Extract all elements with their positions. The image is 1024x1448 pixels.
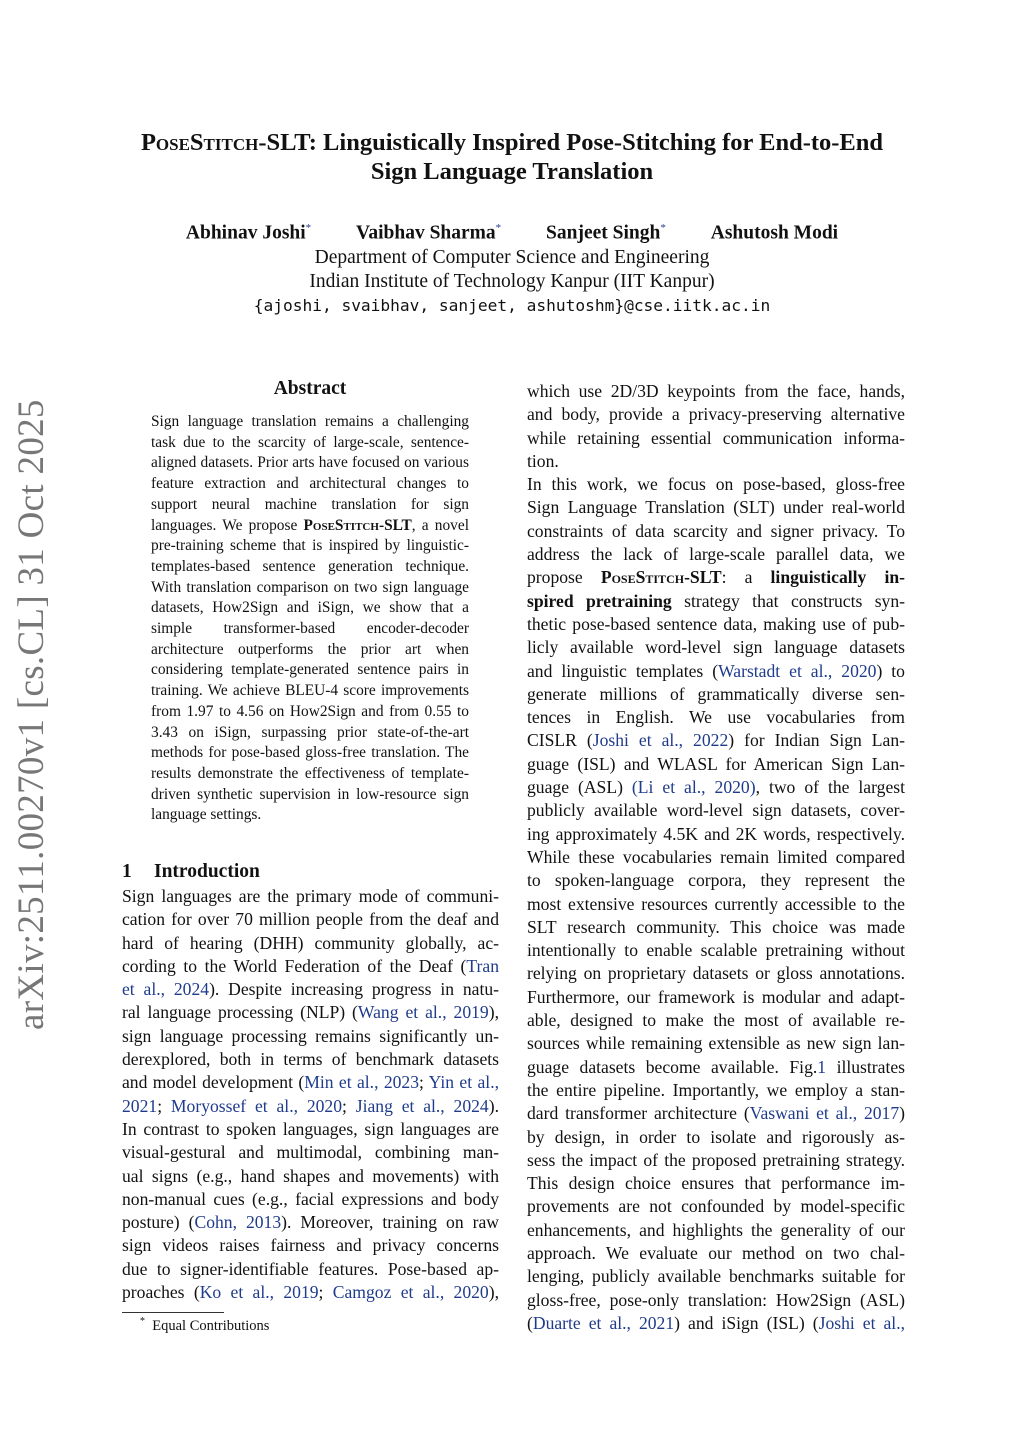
citation-link[interactable]: Moryossef et al., 2020 <box>170 1095 343 1116</box>
text-line: to spoken-language corpora, they represent the <box>527 870 905 891</box>
citation-link[interactable]: Vaswani et al., 2017 <box>749 1103 900 1124</box>
text-line: tion. <box>527 450 559 471</box>
text-line: hard of hearing (DHH) community globally, ac- <box>122 932 499 953</box>
text-line: sess the impact of the proposed pretraining strategy. <box>527 1149 905 1170</box>
text-line: Sign languages are the primary mode of communi- <box>122 886 499 906</box>
author: Ashutosh Modi <box>710 222 839 244</box>
author-list <box>100 222 924 245</box>
text-line: posture) (Cohn, 2013). Moreover, training on raw <box>122 1212 499 1233</box>
citation-link[interactable]: Joshi et al., 2022 <box>592 730 729 751</box>
text-line: provements are not confounded by model-specific <box>527 1196 905 1217</box>
text-line: address the lack of large-scale parallel data, we <box>527 544 905 565</box>
introduction-right-column <box>527 380 905 1335</box>
affiliation-institute: Indian Institute of Technology Kanpur (IIT Kanpur) <box>309 271 715 292</box>
text-line: licly available word-level sign language datasets <box>527 637 905 658</box>
affiliation-department: Department of Computer Science and Engineering <box>314 247 710 268</box>
text-line: non-manual cues (e.g., facial expressions and body <box>122 1188 499 1209</box>
text-line: This design choice ensures that performance im- <box>527 1173 905 1194</box>
citation-link[interactable]: Min et al., 2023 <box>304 1072 420 1093</box>
method-suffix: -SLT <box>258 129 309 156</box>
text-line: thetic pose-based sentence data, making use of pub- <box>527 613 905 634</box>
citation-link[interactable]: Yin et al., <box>428 1072 499 1093</box>
section-heading-introduction: 1 Introduction <box>122 861 260 882</box>
footnote: * Equal Contributions <box>140 1316 270 1334</box>
citation-link[interactable]: Joshi et al., <box>818 1312 905 1333</box>
citation-link[interactable]: Duarte et al., 2021 <box>532 1312 675 1333</box>
text-line: approach. We evaluate our method on two chal- <box>527 1242 905 1263</box>
text-line: In contrast to spoken languages, sign languages are <box>122 1118 499 1139</box>
footnote-divider <box>122 1312 224 1313</box>
text-line: generate millions of grammatically diverse sen- <box>527 683 905 704</box>
text-line: tences in English. We use vocabularies from <box>527 707 905 728</box>
author: Abhinav Joshi* <box>185 222 312 244</box>
text-line: propose PoseStitch-SLT: a linguistically in- <box>527 567 906 588</box>
text-line: able, designed to make the most of available re- <box>527 1010 905 1031</box>
abstract-text: Sign language translation remains a challenging task due to the scarcity of large-scale, sentence-aligned datasets. Prior arts have focused on various feature extraction and architectural changes to support neural machine translation for sign languages. We propose PoseStitch-SLT, a novel pre-training scheme that is inspired by linguistic-templates-based sentence generation technique. With translation comparison on two sign language datasets, How2Sign and iSign, we show that a simple transformer-based encoder-decoder architecture outperforms the prior art when considering template-generated sentence pairs in training. We achieve BLEU-4 score improvements from 1.97 to 4.56 on How2Sign and from 0.55 to 3.43 on iSign, surpassing prior state-of-the-art methods for pose-based gloss-free translation. The results demonstrate the effectiveness of template-driven synthetic supervision in low-resource sign language settings. <box>151 413 469 824</box>
text-line: due to signer-identifiable features. Pose-based ap- <box>122 1258 499 1279</box>
citation-link[interactable]: 2021 <box>122 1095 158 1116</box>
text-line: While these vocabularies remain limited compared <box>527 846 905 867</box>
text-line: SLT research community. This choice was made <box>527 916 905 937</box>
text-line: and model development (Min et al., 2023; Yin et al., <box>122 1072 499 1093</box>
text-line: enhancements, and highlights the generality of our <box>527 1219 905 1240</box>
text-line: most extensive resources currently accessible to the <box>527 893 905 914</box>
text-line: (Duarte et al., 2021) and iSign (ISL) (Joshi et al., <box>527 1312 905 1333</box>
text-line: spired pretraining strategy that constructs syn- <box>527 590 905 611</box>
citation-link[interactable]: Warstadt et al., 2020 <box>718 660 877 681</box>
text-line: 2021; Moryossef et al., 2020; Jiang et al., 2024). <box>122 1095 499 1116</box>
text-line: visual-gestural and multimodal, combining man- <box>122 1142 499 1163</box>
text-line: ral language processing (NLP) (Wang et al., 2019), <box>122 1002 499 1023</box>
text-line: while retaining essential communication informa- <box>527 427 905 448</box>
introduction-left-column <box>122 885 499 1304</box>
citation-link[interactable]: Ko et al., 2019 <box>199 1282 319 1303</box>
abstract-heading: Abstract <box>273 378 347 399</box>
text-line: ual signs (e.g., hand shapes and movements) with <box>122 1165 499 1186</box>
author-emails: {ajoshi, svaibhav, sanjeet, ashutoshm}@cse.iitk.ac.in <box>253 296 771 315</box>
text-line: In this work, we focus on pose-based, gloss-free <box>527 474 905 495</box>
figure-reference-link[interactable]: 1 <box>817 1056 827 1077</box>
citation-link[interactable]: Tran <box>466 955 499 976</box>
text-line: CISLR (Joshi et al., 2022) for Indian Sign Lan- <box>527 730 906 751</box>
text-line: gloss-free, pose-only translation: How2Sign (ASL) <box>527 1289 905 1310</box>
text-line: which use 2D/3D keypoints from the face, hands, <box>527 381 905 401</box>
paper-title <box>100 128 924 186</box>
text-line: relying on proprietary datasets or gloss annotations. <box>527 963 905 984</box>
text-line: derexplored, both in terms of benchmark datasets <box>122 1049 499 1070</box>
text-line: Furthermore, our framework is modular and adapt- <box>527 986 905 1007</box>
text-line: by design, in order to isolate and rigorously as- <box>527 1126 905 1147</box>
text-line: and linguistic templates (Warstadt et al., 2020) to <box>527 660 905 681</box>
citation-link[interactable]: et al., 2024 <box>122 979 210 1000</box>
text-line: guage (ASL) (Li et al., 2020), two of the largest <box>527 777 905 798</box>
text-line: et al., 2024). Despite increasing progress in natu- <box>122 979 499 1000</box>
title-line-2: Sign Language Translation <box>370 158 654 185</box>
method-name: PoseStitch <box>140 129 259 156</box>
citation-link[interactable]: Wang et al., 2019 <box>357 1002 489 1023</box>
arxiv-identifier-stamp: arXiv:2511.00270v1 [cs.CL] 31 Oct 2025 <box>11 399 52 1030</box>
text-line: guage (ISL) and WLASL for American Sign Lan- <box>527 753 905 774</box>
text-line: sign videos raises fairness and privacy concerns <box>122 1235 499 1256</box>
text-line: the entire pipeline. Importantly, we employ a stan- <box>527 1079 905 1100</box>
author: Sanjeet Singh* <box>546 222 666 244</box>
text-line: ing approximately 4.5K and 2K words, respectively. <box>527 823 905 844</box>
citation-link[interactable]: Cohn, 2013 <box>194 1212 282 1233</box>
text-line: Sign Language Translation (SLT) under real-world <box>527 497 905 518</box>
title-line-1: : Linguistically Inspired Pose-Stitching for End-to-End <box>308 129 884 156</box>
citation-link[interactable]: Jiang et al., 2024 <box>355 1095 489 1116</box>
text-line: sign language processing remains significantly un- <box>122 1025 499 1046</box>
method-name-inline: PoseStitch <box>600 567 685 588</box>
author: Vaibhav Sharma* <box>356 222 502 244</box>
text-line: dard transformer architecture (Vaswani et al., 2017) <box>527 1103 906 1124</box>
text-line: and body, provide a privacy-preserving alternative <box>527 404 905 425</box>
text-line: constraints of data scarcity and signer privacy. To <box>527 520 905 541</box>
text-line: proaches (Ko et al., 2019; Camgoz et al., 2020), <box>122 1282 499 1303</box>
text-line: cation for over 70 million people from the deaf and <box>122 909 499 930</box>
citation-link[interactable]: (Li et al., 2020) <box>631 777 756 798</box>
text-line: intentionally to enable scalable pretraining without <box>527 940 905 961</box>
text-line: lenging, publicly available benchmarks suitable for <box>527 1266 905 1287</box>
text-line: sources while remaining extensible as new sign lan- <box>527 1033 905 1054</box>
text-line: cording to the World Federation of the Deaf (Tran <box>122 955 499 976</box>
text-line: publicly available word-level sign datasets, cover- <box>527 800 905 821</box>
citation-link[interactable]: Camgoz et al., 2020 <box>332 1282 489 1303</box>
text-line: guage datasets become available. Fig.1 illustrates <box>527 1056 905 1077</box>
